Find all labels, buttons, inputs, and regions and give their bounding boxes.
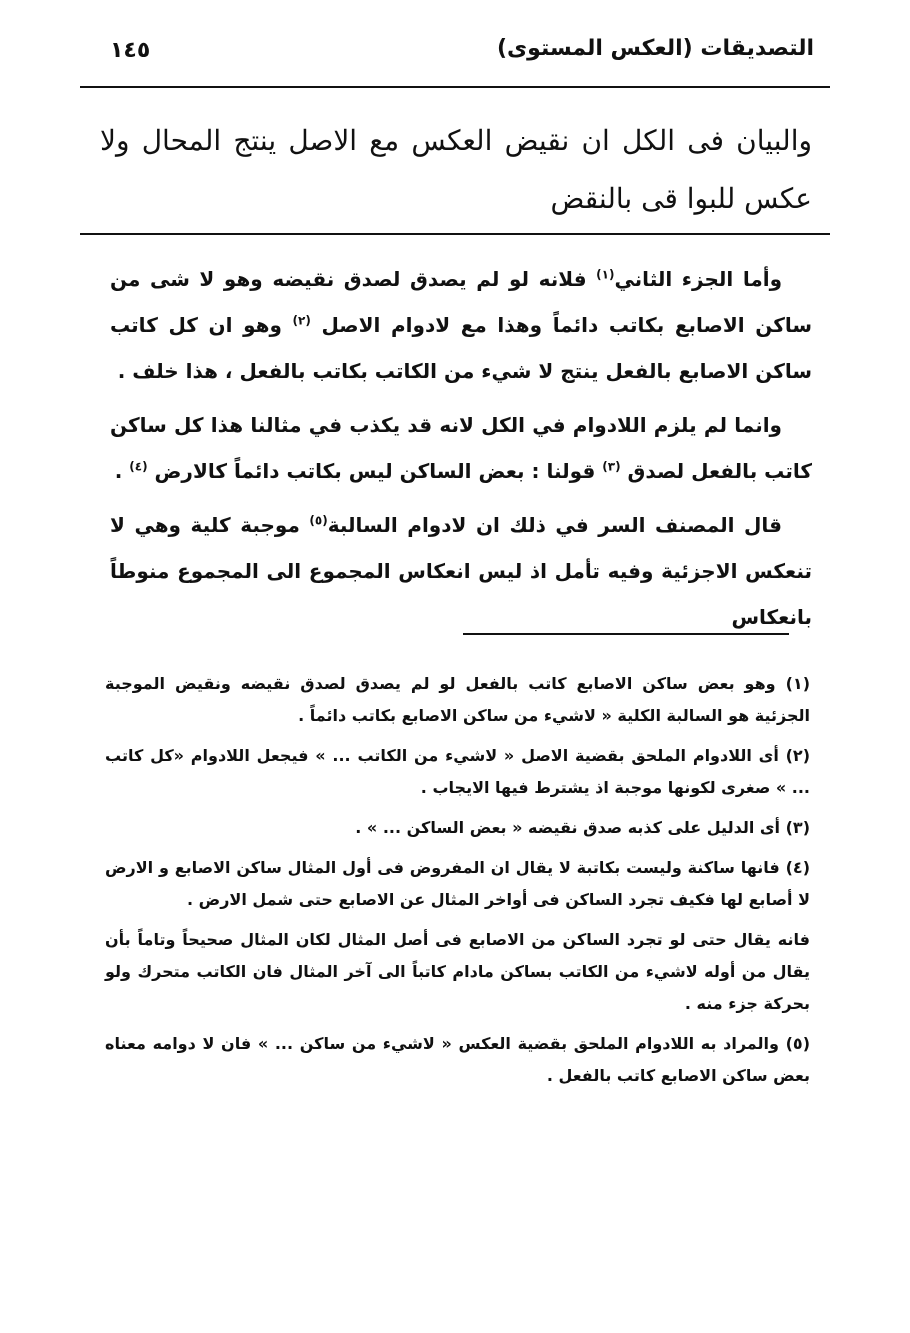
main-p1-after: وهو ان كل كاتب ساكن الاصابع بالفعل ينتج لا شيء من الكاتب بكاتب بالفعل ، هذا خلف . xyxy=(110,313,812,383)
footnote-4: (٤) فانها ساكنة وليست بكاتبة لا يقال ان المفروض فى أول المثال ساكن الاصابع و الارض لا أصابع لها فكيف تجرد الساكن فى أواخر المثال عن الاصابع حتى شمل الارض . xyxy=(105,858,810,909)
main-paragraph-2 xyxy=(110,402,812,494)
page-number: ١٤٥ xyxy=(110,38,151,63)
footnote-ref-1: (١) xyxy=(596,267,615,282)
footnote-3: (٣) أى الدليل على كذبه صدق نقيضه « بعض الساكن ... » . xyxy=(355,818,810,837)
main-p1-mid: فلانه لو لم يصدق لصدق نقيضه وهو لا شى من ساكن الاصابع بكاتب دائماً وهذا مع لادوام الاصل xyxy=(110,267,812,337)
footnotes xyxy=(105,668,810,1100)
footnote-divider xyxy=(463,633,789,635)
main-paragraph-1 xyxy=(110,256,812,394)
gloss-divider xyxy=(80,233,830,235)
main-text xyxy=(110,256,812,648)
footnote-ref-3: (٣) xyxy=(602,459,621,474)
gloss-text: والبيان فى الكل ان نقيض العكس مع الاصل ينتج المحال ولا عكس للبوا قى بالنقض xyxy=(100,124,812,215)
header-divider xyxy=(80,86,830,88)
main-p2-before: وانما لم يلزم اللادوام في الكل لانه قد يكذب في مثالنا هذا كل ساكن كاتب بالفعل لصدق xyxy=(110,413,812,483)
footnote-1: (١) وهو بعض ساكن الاصابع كاتب بالفعل لو لم يصدق لصدق نقيضه ونقيض الموجبة الجزئية هو السالبة الكلية « لاشيء من ساكن الاصابع بكاتب دائماً . xyxy=(105,674,810,725)
footnote-5: (٥) والمراد به اللادوام الملحق بقضية العكس « لاشيء من ساكن ... » فان لا دوامه معناه بعض ساكن الاصابع كاتب بالفعل . xyxy=(105,1034,810,1085)
main-p3-after: موجبة كلية وهي لا تنعكس الاجزئية وفيه تأمل اذ ليس انعكاس المجموع الى المجموع منوطاً بانعكاس xyxy=(110,513,812,629)
main-p2-mid: قولنا : بعض الساكن ليس بكاتب دائماً كالارض xyxy=(147,459,603,483)
main-p1-before: وأما الجزء الثاني xyxy=(614,267,782,291)
main-p2-after: . xyxy=(114,459,130,483)
footnote-4-continued: فانه يقال حتى لو تجرد الساكن من الاصابع فى أصل المثال لكان المثال صحيحاً وتاماً بأن يقال من أوله لاشيء من الكاتب بساكن مادام كاتباً الى آخر المثال فان الكاتب متحرك ولو بحركة جزء منه . xyxy=(105,930,810,1013)
running-header-title: التصديقات (العكس المستوى) xyxy=(496,36,814,61)
main-paragraph-3 xyxy=(110,502,812,640)
footnote-2: (٢) أى اللادوام الملحق بقضية الاصل « لاشيء من الكاتب ... » فيجعل اللادوام «كل كاتب ... » صغرى لكونها موجبة اذ يشترط فيها الايجاب . xyxy=(105,746,810,797)
main-p3-before: قال المصنف السر في ذلك ان لادوام السالبة xyxy=(327,513,783,537)
footnote-ref-2: (٢) xyxy=(292,313,311,328)
footnote-ref-5: (٥) xyxy=(309,513,328,528)
footnote-ref-4: (٤) xyxy=(129,459,148,474)
